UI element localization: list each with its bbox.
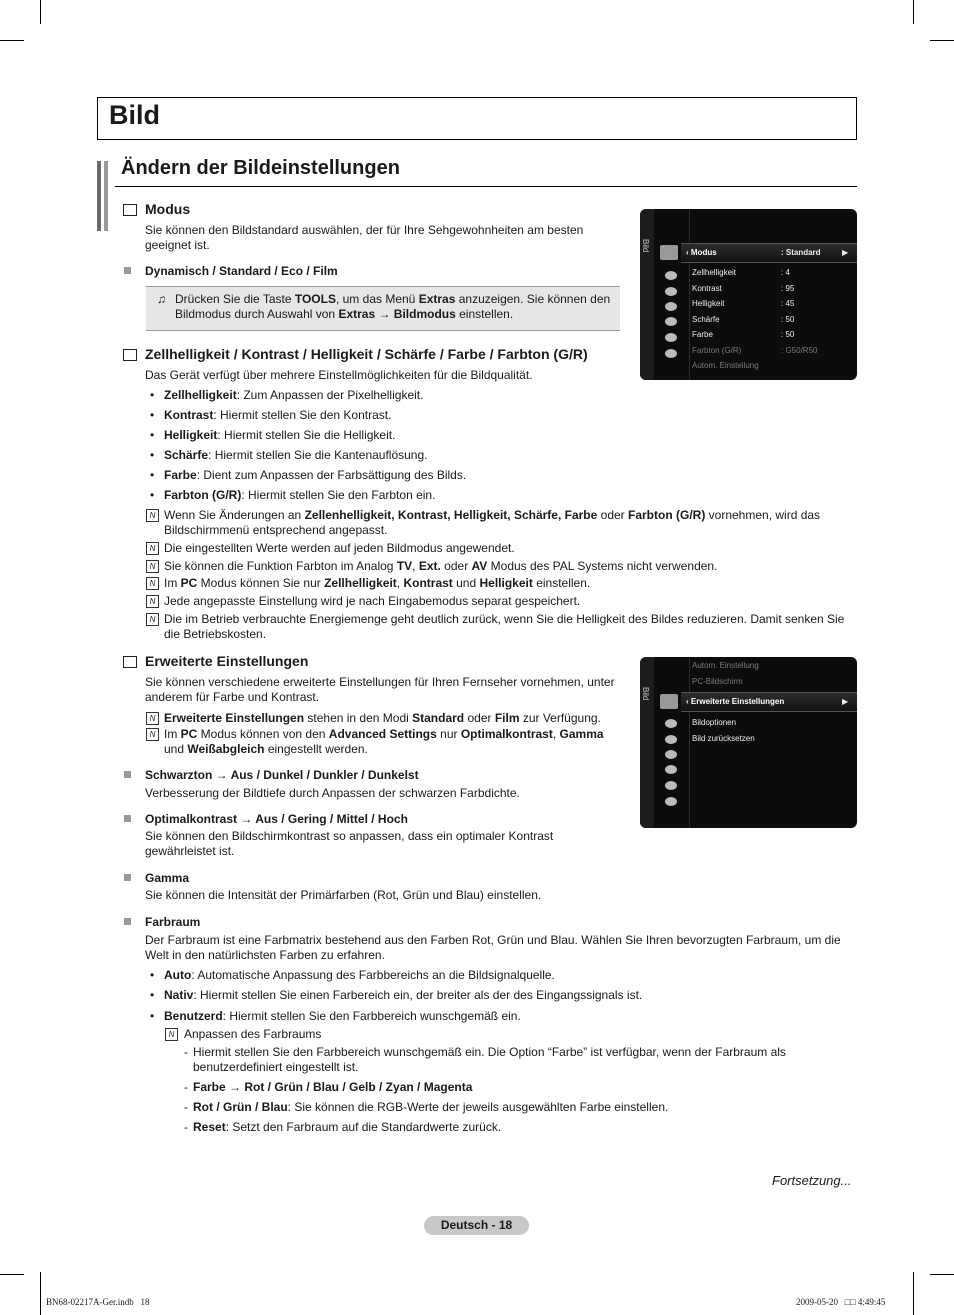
osd-divider [689, 657, 690, 828]
farbraum-auto: Auto: Automatische Anpassung des Farbbereichs an die Bildsignalquelle. [164, 968, 555, 982]
zell-note-3: Sie können die Funktion Farbton im Analog TV, Ext. oder AV Modus des PAL Systems nicht verwenden. [164, 559, 718, 573]
zell-note-5: Jede angepasste Einstellung wird je nach Eingabemodus separat gespeichert. [164, 594, 581, 608]
checkbox-bullet-icon [123, 349, 137, 361]
crop-mark [913, 0, 914, 24]
bullet-dot: • [150, 388, 155, 402]
bullet-dot: • [150, 1009, 155, 1023]
square-bullet-icon [124, 815, 131, 822]
checkbox-bullet-icon [123, 656, 137, 668]
zell-heading: Zellhelligkeit / Kontrast / Helligkeit / Schärfe / Farbe / Farbton (G/R) [145, 346, 588, 362]
zell-text: Das Gerät verfügt über mehrere Einstellmöglichkeiten für die Bildqualität. [145, 368, 533, 382]
arrow-right-icon: ▶ [842, 248, 849, 257]
zell-bullet: Helligkeit: Hiermit stellen Sie die Helligkeit. [164, 428, 396, 442]
crop-mark [913, 1272, 914, 1315]
square-bullet-icon [124, 267, 131, 274]
application-icon [665, 333, 677, 342]
crop-mark [0, 40, 24, 41]
dash-item-3: Rot / Grün / Blau: Sie können die RGB-Werte der jeweils ausgewählten Farbe einstellen. [193, 1100, 669, 1114]
erw-note-2: Im PC Modus können von den Advanced Settings nur Optimalkontrast, Gamma und Weißabgleich eingestellt werden. [164, 727, 604, 756]
input-icon [665, 765, 677, 774]
osd-item-label: Zellhelligkeit [692, 268, 737, 277]
picture-menu-icon [660, 694, 678, 709]
modus-text: Sie können den Bildstandard auswählen, der für Ihre Sehgewohnheiten am besten geeignet ist. [145, 223, 584, 252]
note-icon: N [146, 613, 159, 626]
note-icon: N [146, 577, 159, 590]
erw-note-1: Erweiterte Einstellungen stehen in den Modi Standard oder Film zur Verfügung. [164, 711, 601, 725]
dash: - [184, 1080, 188, 1094]
crop-mark [930, 1274, 954, 1275]
note-icon: N [146, 712, 159, 725]
square-bullet-icon [124, 874, 131, 881]
zell-note-4: Im PC Modus können Sie nur Zellhelligkeit, Kontrast und Helligkeit einstellen. [164, 576, 591, 590]
dash: - [184, 1120, 188, 1134]
bullet-dot: • [150, 488, 155, 502]
farbraum-nativ: Nativ: Hiermit stellen Sie einen Farbereich ein, der breiter als der des Eingangssignals ist. [164, 988, 643, 1002]
osd-side-label: Bild [641, 239, 650, 253]
modus-options: Dynamisch / Standard / Eco / Film [145, 264, 338, 278]
footer-file: BN68-02217A-Ger.indb 18 [46, 1297, 150, 1307]
note-icon: N [146, 560, 159, 573]
osd-selected-label: ‹ Modus [686, 248, 717, 257]
osd-sidebar [640, 209, 654, 380]
anpassen-text: Anpassen des Farbraums [184, 1027, 322, 1041]
channel-icon [665, 735, 677, 744]
bullet-dot: • [150, 408, 155, 422]
farbraum-benutzerd: Benutzerd: Hiermit stellen Sie den Farbbereich wunschgemäß ein. [164, 1009, 521, 1023]
bullet-dot: • [150, 428, 155, 442]
osd-sidebar [640, 657, 654, 828]
bullet-dot: • [150, 448, 155, 462]
optimalkontrast-heading: Optimalkontrast → Aus / Gering / Mittel / Hoch [145, 812, 408, 826]
zell-note-6: Die im Betrieb verbrauchte Energiemenge geht deutlich zurück, wenn Sie die Helligkeit des Bildes reduzieren. Damit senken Sie die Betriebskosten. [164, 612, 845, 641]
osd-item: Bildoptionen [692, 718, 737, 727]
bullet-dot: • [150, 968, 155, 982]
zell-bullet: Kontrast: Hiermit stellen Sie den Kontrast. [164, 408, 392, 422]
crop-mark [40, 0, 41, 24]
crop-mark [40, 1272, 41, 1315]
osd-item-label: Helligkeit [692, 299, 725, 308]
farbraum-heading: Farbraum [145, 915, 201, 929]
gamma-heading: Gamma [145, 871, 190, 885]
osd-side-label: Bild [641, 687, 650, 701]
note-icon: N [165, 1028, 178, 1041]
note-icon: N [146, 509, 159, 522]
osd-item-value: : 95 [781, 283, 795, 293]
zell-note-1: Wenn Sie Änderungen an Zellenhelligkeit, Kontrast, Helligkeit, Schärfe, Farbe oder Farbton (G/R) vornehmen, wird das Bildschirmmenü entsprechend angepasst. [164, 508, 821, 537]
square-bullet-icon [124, 918, 131, 925]
sound-icon [665, 719, 677, 728]
section-title: Ändern der Bildeinstellungen [121, 157, 400, 179]
osd-menu-erweitert [640, 657, 857, 828]
section-bar [97, 161, 101, 231]
zell-bullet: Zellhelligkeit: Zum Anpassen der Pixelhelligkeit. [164, 388, 424, 402]
note-icon: N [146, 595, 159, 608]
osd-item-value: : G50/R50 [781, 345, 818, 355]
osd-item: PC-Bildschirm [692, 677, 743, 686]
osd-item-value: : 50 [781, 314, 795, 324]
osd-item-label: Schärfe [692, 314, 720, 324]
input-icon [665, 317, 677, 326]
tools-icon: ♫ [157, 292, 166, 306]
osd-item-value: : 4 [781, 268, 790, 277]
zell-bullet: Farbton (G/R): Hiermit stellen Sie den Farbton ein. [164, 488, 436, 502]
crop-mark [930, 40, 954, 41]
support-icon [665, 797, 677, 806]
dash: - [184, 1045, 188, 1059]
osd-menu-bild [640, 209, 857, 380]
chapter-title: Bild [109, 100, 160, 130]
optimalkontrast-text: Sie können den Bildschirmkontrast so anpassen, dass ein optimaler Kontrast gewährleistet ist. [145, 829, 554, 858]
setup-icon [665, 750, 677, 759]
square-bullet-icon [124, 771, 131, 778]
application-icon [665, 781, 677, 790]
dash-item-1: Hiermit stellen Sie den Farbbereich wunschgemäß ein. Die Option “Farbe” ist verfügbar, wenn der Farbraum als benutzerdefiniert eingestellt ist. [193, 1045, 786, 1074]
osd-item-label: Autom. Einstellung [692, 361, 759, 370]
osd-item-value: : 45 [781, 299, 795, 308]
bullet-dot: • [150, 468, 155, 482]
schwarzton-heading: Schwarzton → Aus / Dunkel / Dunkler / Dunkelst [145, 768, 419, 782]
gamma-text: Sie können die Intensität der Primärfarben (Rot, Grün und Blau) einstellen. [145, 888, 542, 902]
zell-bullet: Farbe: Dient zum Anpassen der Farbsättigung des Bilds. [164, 468, 467, 482]
chapter-header [97, 97, 857, 140]
modus-heading: Modus [145, 201, 191, 217]
sound-icon [665, 271, 677, 280]
zell-note-2: Die eingestellten Werte werden auf jeden Bildmodus angewendet. [164, 541, 515, 555]
osd-divider [689, 209, 690, 380]
osd-selected-value: : Standard [781, 248, 821, 257]
checkbox-bullet-icon [123, 204, 137, 216]
tools-tip-text: Drücken Sie die Taste TOOLS, um das Menü Extras anzuzeigen. Sie können den Bildmodus durch Auswahl von Extras → Bildmodus einstellen. [175, 292, 611, 321]
section-bar [104, 161, 108, 231]
erw-text: Sie können verschiedene erweiterte Einstellungen für Ihren Fernseher vornehmen, unter anderem für Farbe und Kontrast. [145, 675, 615, 704]
osd-item: Autom. Einstellung [692, 661, 759, 670]
note-icon: N [146, 542, 159, 555]
picture-menu-icon [660, 245, 678, 260]
osd-item: Bild zurücksetzen [692, 734, 755, 743]
section-rule [115, 186, 857, 187]
osd-selected-label: ‹ Erweiterte Einstellungen [686, 697, 785, 706]
zell-bullet: Schärfe: Hiermit stellen Sie die Kantenauflösung. [164, 448, 428, 462]
bullet-dot: • [150, 988, 155, 1002]
footer-date: 2009-05-20 □□ 4:49:45 [796, 1297, 886, 1307]
dash-item-4: Reset: Setzt den Farbraum auf die Standardwerte zurück. [193, 1120, 502, 1134]
tools-tip-box [146, 286, 620, 331]
dash: - [184, 1100, 188, 1114]
arrow-right-icon: ▶ [842, 697, 849, 706]
setup-icon [665, 302, 677, 311]
farbraum-text: Der Farbraum ist eine Farbmatrix bestehend aus den Farben Rot, Grün und Blau. Wählen Sie Ihren bevorzugten Farbraum, um die Welt in den natürlichsten Farben zu erfahren. [145, 933, 841, 962]
erw-heading: Erweiterte Einstellungen [145, 653, 309, 669]
support-icon [665, 349, 677, 358]
osd-item-label: Farbton (G/R) [692, 345, 742, 355]
osd-item-label: Farbe [692, 330, 713, 339]
osd-item-value: : 50 [781, 330, 795, 339]
dash-item-2: Farbe → Rot / Grün / Blau / Gelb / Zyan / Magenta [193, 1080, 473, 1094]
schwarzton-text: Verbesserung der Bildtiefe durch Anpassen der schwarzen Farbdichte. [145, 786, 520, 800]
note-icon: N [146, 728, 159, 741]
page-number: Deutsch - 18 [424, 1216, 529, 1235]
crop-mark [0, 1274, 24, 1275]
channel-icon [665, 287, 677, 296]
osd-item-label: Kontrast [692, 283, 722, 293]
continuation-text: Fortsetzung... [772, 1173, 852, 1188]
